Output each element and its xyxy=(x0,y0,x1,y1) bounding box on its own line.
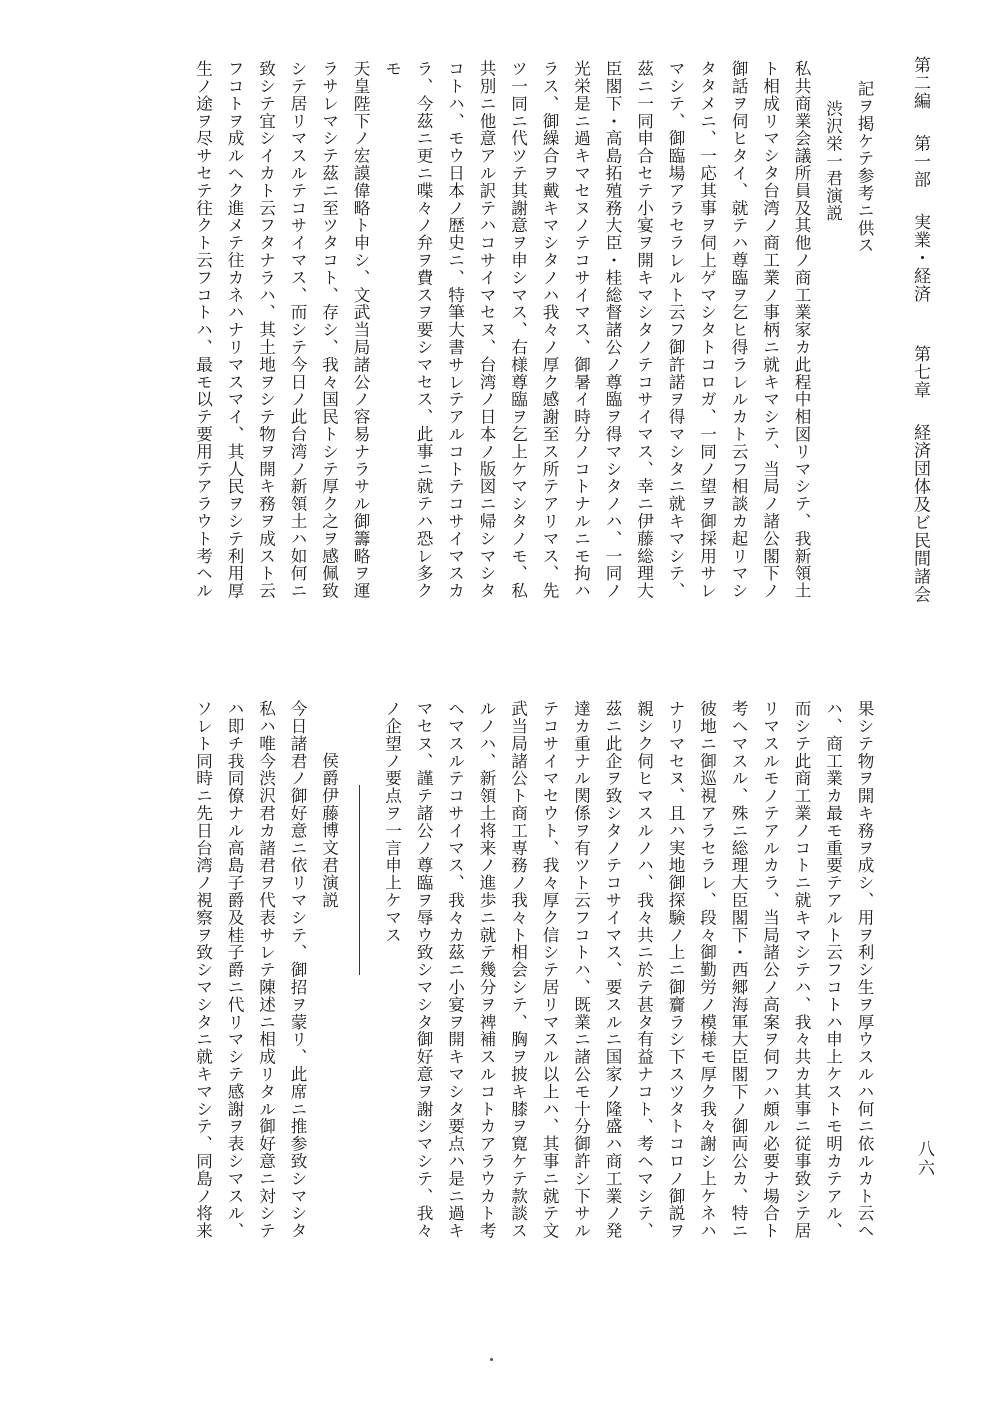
text-line: ソレト同時ニ先日台湾ノ視察ヲ致シマシタニ就キマシテ、同島ノ将来 xyxy=(193,700,213,1240)
text-line: テコサイマセウト、我々厚ク信シテ居リマスル以上ハ、其事ニ就テ文 xyxy=(540,700,559,1240)
text-line: 臣閣下・高島拓殖務大臣・桂総督諸公ノ尊臨ヲ得マシタノハ、一同ノ xyxy=(603,60,622,600)
speech-title-shibusawa: 渋沢栄一君演説 xyxy=(823,100,843,222)
text-line: 彼地ニ御巡視アラセラレ、段々御勤労ノ模様モ厚ク我々謝シ上ケネハ xyxy=(697,700,717,1240)
text-line: マセヌ、謹テ諸公ノ尊臨ヲ辱ウ致シマシタ御好意ヲ謝シマシテ、我々 xyxy=(414,700,433,1240)
header-part-2: 第一部 xyxy=(910,134,930,189)
text-line: コトハ、モウ日本ノ歴史ニ、特筆大書サレテアルコトテコサイマスカ xyxy=(445,60,465,600)
header-part-3: 実業・経済 xyxy=(910,212,930,303)
text-line: ルノハ、新領土将来ノ進歩ニ就テ幾分ヲ裨補スルコトカアラウカト考 xyxy=(477,700,496,1240)
divider-rule xyxy=(359,785,360,975)
header-part-5: 経済団体及ビ民間諸会 xyxy=(910,423,930,604)
text-line: 共別ニ他意アル訳テハコサイマセヌ、台湾ノ日本ノ版図ニ帰シマシタ xyxy=(477,60,496,600)
text-line: 天皇陛下ノ宏謨偉略ト申シ、文武当局諸公ノ容易ナラサル御籌略ヲ運 xyxy=(351,60,370,600)
intro-line: 記ヲ掲ケテ参考ニ供ス xyxy=(855,80,874,254)
text-line: ヘマスルテコサイマス、我々カ茲ニ小宴ヲ開キマシタ要点ハ是ニ過キ xyxy=(445,700,465,1240)
header-part-1: 第二編 xyxy=(910,56,930,110)
text-line: ラス、御繰合ヲ戴キマシタノハ我々ノ厚ク感謝至ス所テアリマス、先 xyxy=(540,60,559,600)
text-line: 達カ重ナル関係ヲ有ツト云フコトハ、既業ニ諸公モ十分御許シ下サル xyxy=(571,700,591,1240)
text-line: 而シテ此商工業ノコトニ就キマシテハ、我々共カ其事ニ従事致シテ居 xyxy=(792,700,811,1240)
text-line: 茲ニ此企ヲ致シタノテコサイマス、要スルニ国家ノ隆盛ハ商工業ノ発 xyxy=(603,700,622,1240)
text-line: タタメニ、一応其事ヲ伺上ゲマシタトコロガ、一同ノ望ヲ御採用サレ xyxy=(697,60,717,600)
text-line: 光栄是ニ過キマセヌノテコサイマス、御暑イ時分ノコトナルニモ拘ハ xyxy=(571,60,591,600)
text-line: 御話ヲ伺ヒタイ、就テハ尊臨ヲ乞ヒ得ラレルカト云フ相談カ起リマシ xyxy=(729,60,748,600)
text-line: 私ハ唯今渋沢君カ諸君ヲ代表サレテ陳述ニ相成リタル御好意ニ対シテ xyxy=(256,700,276,1240)
text-line: ノ企望ノ要点ヲ一言申上ケマス xyxy=(382,700,402,944)
page-number: 八六 xyxy=(914,1140,934,1178)
text-line: 私共商業会議所員及其他ノ商工業家カ此程中相図リマシテ、我新領土 xyxy=(792,60,811,600)
header-part-4: 第七章 xyxy=(910,345,930,400)
text-line: リマスルモノテアルカラ、当局諸公ノ高案ヲ伺フハ頗ル必要ナ場合ト xyxy=(760,700,780,1240)
text-line: ハ、商工業カ最モ重要テアルト云フコトハ申上ケストモ明カテアル、 xyxy=(823,700,843,1240)
text-line: 致シテ宜シイカト云フタナラハ、其土地ヲシテ物ヲ開キ務ヲ成スト云 xyxy=(256,60,276,600)
text-line: ツ一同ニ代ツテ其謝意ヲ申シマス、右様尊臨ヲ乞上ケマシタノモ、私 xyxy=(508,60,528,600)
text-line: 今日諸君ノ御好意ニ依リマシテ、御招ヲ蒙リ、此席ニ推参致シマシタ xyxy=(288,700,307,1240)
text-line: ト相成リマシタ台湾ノ商工業ノ事柄ニ就キマシテ、当局ノ諸公閣下ノ xyxy=(760,60,780,600)
text-line: フコトヲ成ルヘク進メテ往カネハナリマスマイ、其人民ヲシテ利用厚 xyxy=(225,60,244,600)
text-line: 親シク伺ヒマスルノハ、我々共ニ於テ甚タ有益ナコト、考ヘマシテ、 xyxy=(634,700,654,1240)
text-line: ナリマセヌ、且ハ実地御探験ノ上ニ御齎ラシ下スツタトコロノ御説ヲ xyxy=(666,700,685,1240)
text-line: マシテ、御臨場アラセラレルト云フ御許諾ヲ得マシタニ就キマシテ、 xyxy=(666,60,685,600)
bottom-text-block xyxy=(187,700,880,1300)
text-line: 茲ニ一同申合セテ小宴ヲ開キマシタノテコサイマス、幸ニ伊藤総理大 xyxy=(634,60,654,600)
text-line: ハ即チ我同僚ナル高島子爵及桂子爵ニ代リマシテ感謝ヲ表シマスル、 xyxy=(225,700,244,1240)
section-divider xyxy=(345,700,377,1300)
text-line: 生ノ途ヲ尽サセテ往クト云フコトハ、最モ以テ要用テアラウト考ヘル xyxy=(193,60,213,600)
text-line: シテ居リマスルテコサイマス、而シテ今日ノ此台湾ノ新領土ハ如何ニ xyxy=(288,60,307,600)
text-line: 果シテ物ヲ開キ務ヲ成シ、用ヲ利シ生ヲ厚ウスルハ何ニ依ルカト云ヘ xyxy=(855,700,874,1240)
top-text-block xyxy=(187,60,880,660)
text-line: モ xyxy=(382,60,402,78)
text-line: ラサレマシテ茲ニ至ツタコト、存シ、我々国民トシテ厚ク之ヲ感佩致 xyxy=(319,60,339,600)
print-speck xyxy=(490,1358,493,1361)
text-line: 武当局諸公ト商工専務ノ我々ト相会シテ、胸ヲ披キ膝ヲ寛ケテ款談ス xyxy=(508,700,528,1240)
running-header xyxy=(900,56,940,676)
text-line: 考ヘマスル、殊ニ総理大臣閣下・西郷海軍大臣閣下ノ御両公カ、特ニ xyxy=(729,700,748,1240)
text-line: ラ、今茲ニ更ニ喋々ノ弁ヲ費スヲ要シマセス、此事ニ就テハ恐レ多ク xyxy=(414,60,433,600)
speech-title-ito: 侯爵伊藤博文君演説 xyxy=(319,752,339,909)
